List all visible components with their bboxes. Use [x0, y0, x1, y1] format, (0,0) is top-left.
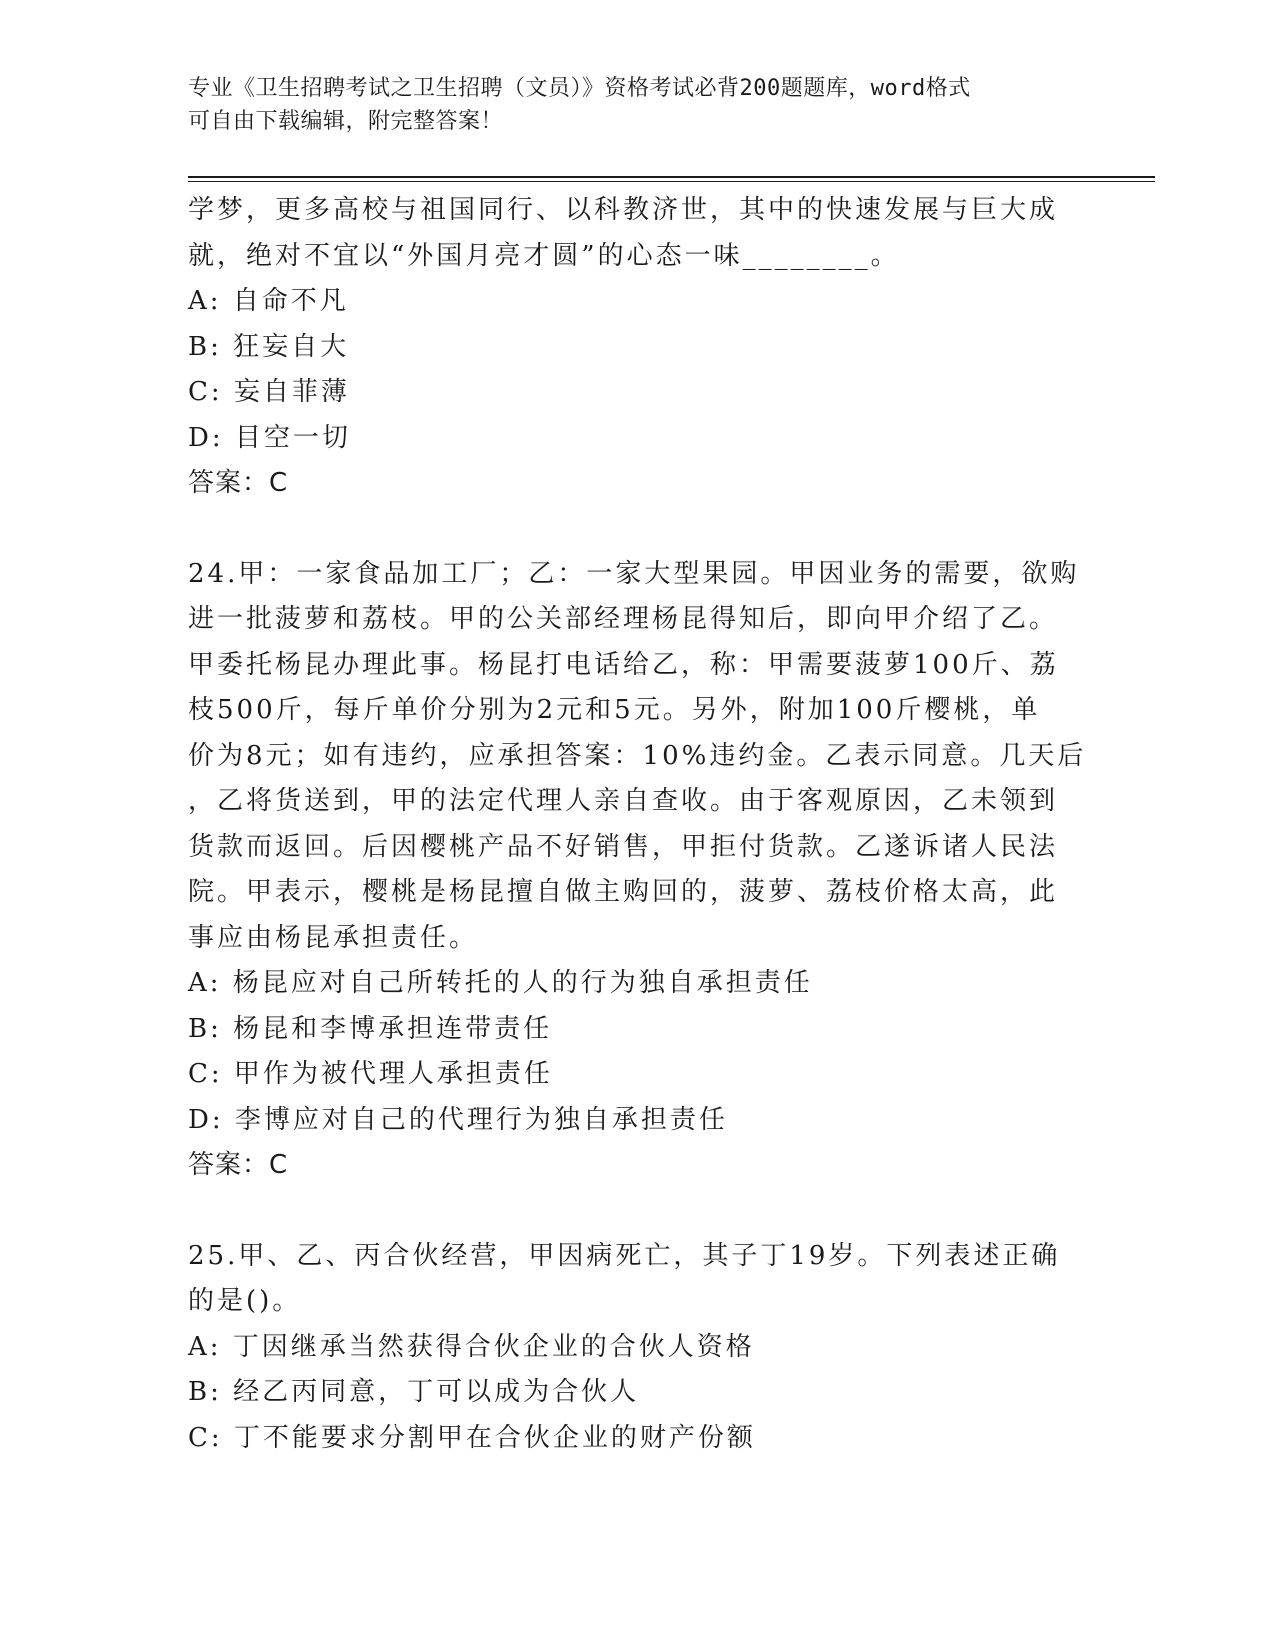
question-stem-line: 24.甲：一家食品加工厂；乙：一家大型果园。甲因业务的需要，欲购 [188, 558, 1080, 589]
question-stem-line: 枝500斤，每斤单价分别为2元和5元。另外，附加100斤樱桃，单 [188, 695, 1041, 725]
option-d: D: 李博应对自己的代理行为独自承担责任 [188, 1104, 728, 1135]
option-a: A: 丁因继承当然获得合伙企业的合伙人资格 [188, 1331, 755, 1362]
option-a: A: 杨昆应对自己所转托的人的行为独自承担责任 [188, 968, 813, 998]
option-a: A: 自命不凡 [188, 286, 349, 316]
document-header [188, 72, 1088, 138]
question-stem-line: 事应由杨昆承担责任。 [188, 922, 479, 953]
spacer [188, 507, 1088, 552]
question-25 [188, 1234, 1088, 1462]
question-stem-line: 甲委托杨昆办理此事。杨昆打电话给乙，称：甲需要菠萝100斤、荔 [188, 649, 1059, 680]
question-stem-line: 院。甲表示，樱桃是杨昆擅自做主购回的，菠萝、荔枝价格太高，此 [188, 877, 1059, 907]
header-rule-thin [188, 181, 1155, 182]
option-b: B: 杨昆和李博承担连带责任 [188, 1013, 553, 1044]
question-stem-line: 就，绝对不宜以“外国月亮才圆”的心态一味________。 [188, 240, 900, 271]
spacer [188, 1189, 1088, 1234]
question-stem-line: 进一批菠萝和荔枝。甲的公关部经理杨昆得知后，即向甲介绍了乙。 [188, 604, 1059, 634]
question-stem-line: 货款而返回。后因樱桃产品不好销售，甲拒付货款。乙遂诉诸人民法 [188, 831, 1059, 862]
header-title-line-1: 专业《卫生招聘考试之卫生招聘（文员）》资格考试必背200题题库，word格式 [188, 76, 971, 101]
option-c: C: 甲作为被代理人承担责任 [188, 1059, 553, 1089]
option-c: C: 妄自菲薄 [188, 377, 350, 407]
question-stem-line: 学梦，更多高校与祖国同行、以科教济世，其中的快速发展与巨大成 [188, 195, 1059, 225]
option-b: B: 狂妄自大 [188, 331, 350, 362]
question-stem-line: 25.甲、乙、丙合伙经营，甲因病死亡，其子丁19岁。下列表述正确 [188, 1240, 1061, 1271]
document-body [188, 188, 1088, 1461]
option-b: B: 经乙丙同意，丁可以成为合伙人 [188, 1377, 640, 1407]
header-title-line-2: 可自由下载编辑，附完整答案！ [188, 109, 504, 134]
answer-line: 答案：C [188, 1150, 289, 1180]
question-stem-line: 的是()。 [188, 1286, 302, 1316]
answer-line: 答案：C [188, 468, 289, 498]
question-24 [188, 552, 1088, 1189]
option-d: D: 目空一切 [188, 422, 351, 453]
option-c: C: 丁不能要求分割甲在合伙企业的财产份额 [188, 1422, 756, 1453]
question-23 [188, 188, 1088, 507]
question-stem-line: 价为8元；如有违约，应承担答案：10%违约金。乙表示同意。几天后 [188, 740, 1087, 771]
header-rule-thick [188, 176, 1155, 178]
question-stem-line: ，乙将货送到，甲的法定代理人亲自查收。由于客观原因，乙未领到 [188, 786, 1059, 816]
